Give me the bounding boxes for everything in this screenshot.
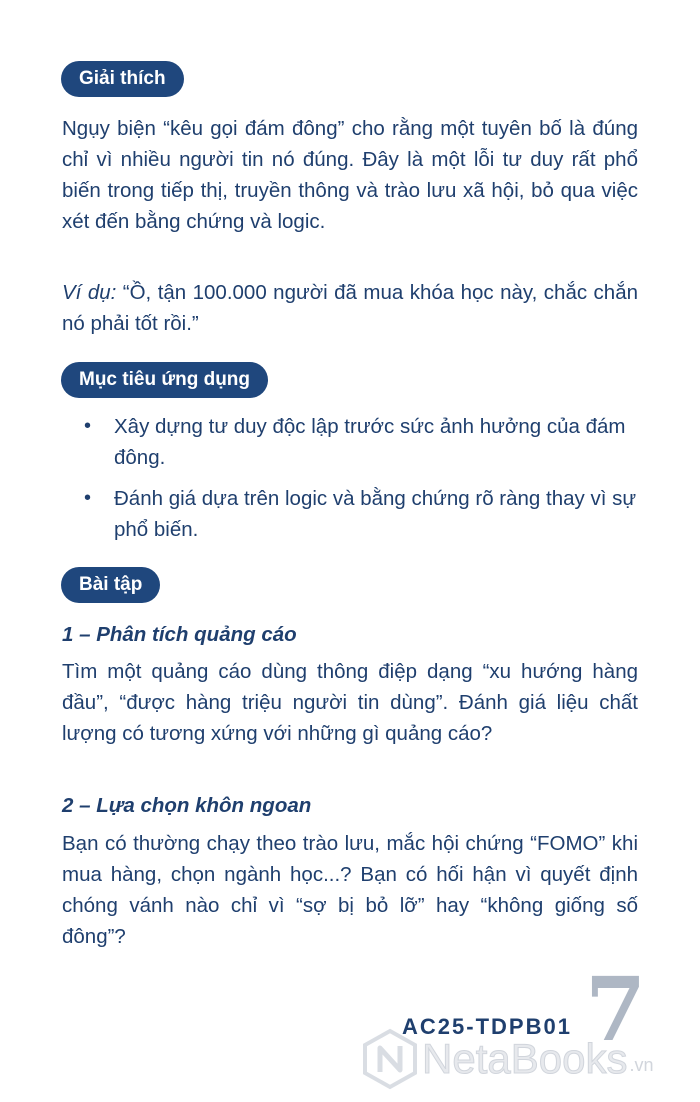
page-number: 7: [585, 957, 647, 1061]
exercise-title-2: 2 – Lựa chọn khôn ngoan: [62, 794, 312, 817]
bullet-icon: •: [84, 415, 92, 437]
example-paragraph: [62, 277, 638, 339]
exercise-title-1: 1 – Phân tích quảng cáo: [62, 623, 297, 646]
list-item: [62, 483, 638, 545]
book-code: AC25-TDPB01: [402, 1014, 572, 1039]
section-heading-explanation: Giải thích: [61, 61, 184, 97]
watermark: [362, 1028, 653, 1090]
goals-list: [62, 411, 638, 555]
explanation-paragraph: Ngụy biện “kêu gọi đám đông” cho rằng một tuyên bố là đúng chỉ vì nhiều người tin nó đúng. Đây là một lỗi tư duy rất phổ biến trong tiếp thị, truyền thông và trào lưu xã hội, bỏ qua việc xét đến bằng chứng và logic.: [62, 117, 638, 233]
goal-text: Đánh giá dựa trên logic và bằng chứng rõ ràng thay vì sự phổ biến.: [114, 487, 637, 541]
section-heading-exercises: Bài tập: [61, 567, 160, 603]
goal-text: Xây dựng tư duy độc lập trước sức ảnh hưởng của đám đông.: [114, 415, 626, 469]
section-heading-goals: Mục tiêu ứng dụng: [61, 362, 268, 398]
list-item: [62, 411, 638, 473]
netabooks-logo-icon: [362, 1028, 418, 1090]
example-label: Ví dụ:: [62, 281, 117, 304]
bullet-icon: •: [84, 487, 92, 509]
exercise-body-1: Tìm một quảng cáo dùng thông điệp dạng “xu hướng hàng đầu”, “được hàng triệu người tin dùng”. Đánh giá liệu chất lượng có tương xứng với những gì quảng cáo?: [62, 660, 638, 745]
exercise-body-2: Bạn có thường chạy theo trào lưu, mắc hội chứng “FOMO” khi mua hàng, chọn ngành học...? Bạn có hối hận vì quyết định chóng vánh nào chỉ vì “sợ bị bỏ lỡ” hay “không giống số đông”?: [62, 832, 638, 948]
watermark-suffix: .vn: [629, 1055, 654, 1075]
example-text: “Ồ, tận 100.000 người đã mua khóa học này, chắc chắn nó phải tốt rồi.”: [62, 281, 639, 335]
watermark-text: NetaBooks: [422, 1035, 628, 1082]
